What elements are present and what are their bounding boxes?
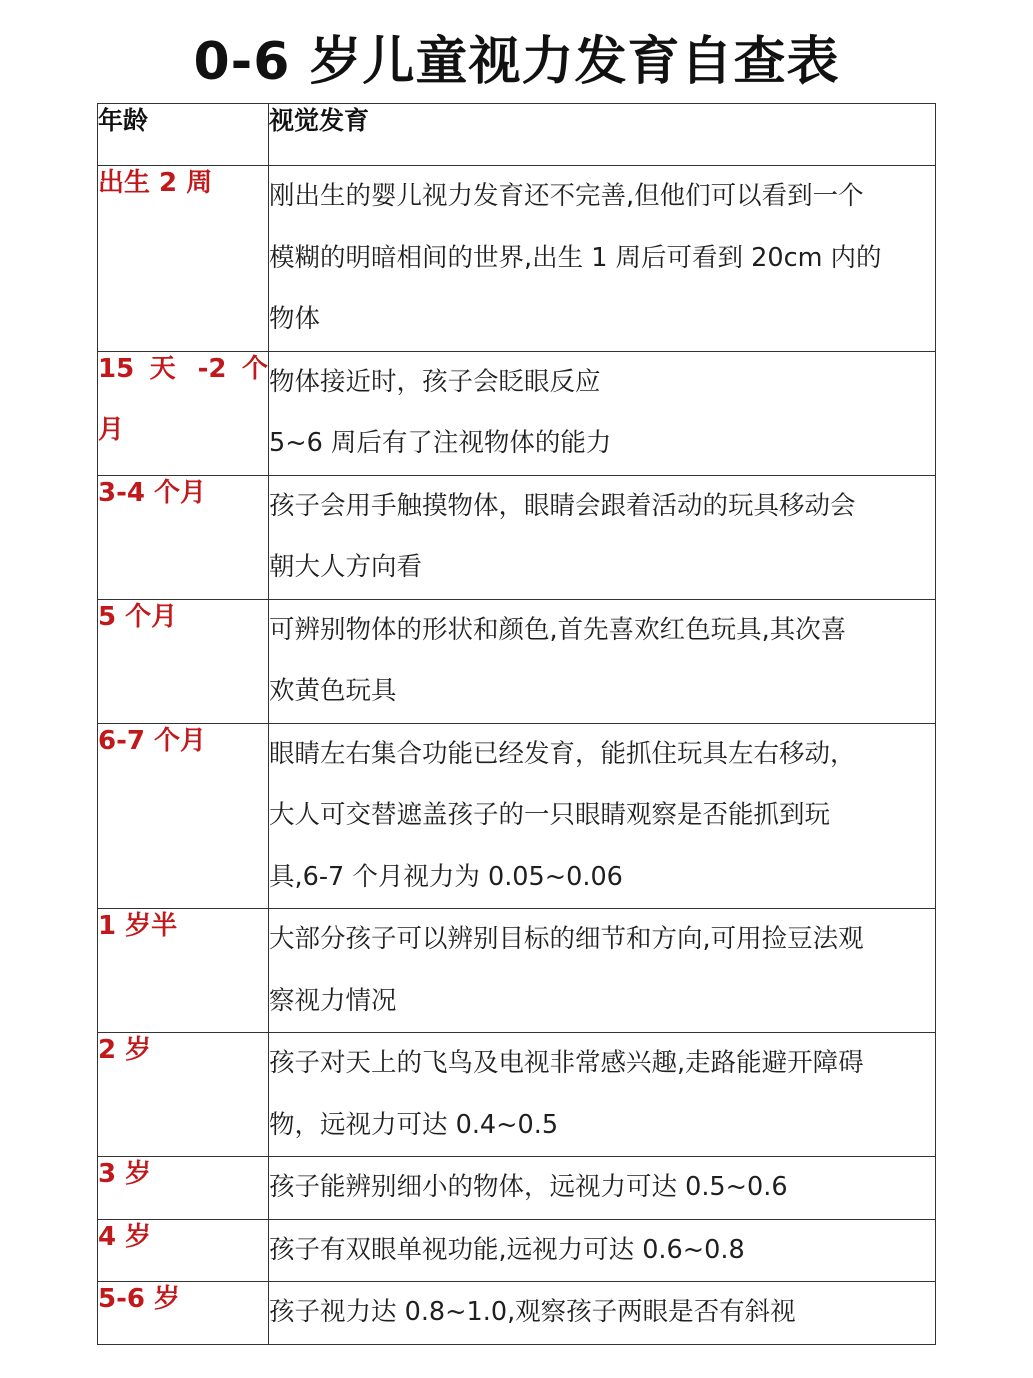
age-cell	[98, 1033, 269, 1157]
description-cell	[269, 1282, 936, 1345]
description-cell	[269, 166, 936, 352]
description-line: 孩子有双眼单视功能,远视力可达 0.6~0.8	[269, 1234, 745, 1265]
description-line: 大人可交替遮盖孩子的一只眼睛观察是否能抓到玩	[269, 800, 831, 830]
age-label: 1 岁半	[98, 911, 178, 941]
description-cell	[269, 909, 936, 1033]
description-cell	[269, 1157, 936, 1220]
age-cell	[98, 723, 269, 909]
description-line: 模糊的明暗相间的世界,出生 1 周后可看到 20cm 内的	[269, 242, 882, 273]
description-line: 刚出生的婴儿视力发育还不完善,但他们可以看到一个	[269, 181, 864, 211]
description-line: 眼睛左右集合功能已经发育，能抓住玩具左右移动，	[269, 738, 856, 769]
header-visual-development: 视觉发育	[269, 104, 936, 166]
age-label: 5-6 岁	[98, 1284, 181, 1314]
description-line: 孩子视力达 0.8~1.0,观察孩子两眼是否有斜视	[269, 1297, 796, 1327]
description-cell	[269, 599, 936, 723]
table-row	[98, 351, 936, 475]
age-label: 2 岁	[98, 1035, 152, 1065]
description-cell	[269, 1033, 936, 1157]
table-row	[98, 1033, 936, 1157]
age-cell	[98, 475, 269, 599]
age-label: 15 天 -2 个月	[98, 353, 268, 445]
description-cell	[269, 1219, 936, 1282]
table-row	[98, 723, 936, 909]
description-cell	[269, 475, 936, 599]
description-line: 具,6-7 个月视力为 0.05~0.06	[269, 861, 623, 892]
vision-development-table	[97, 103, 936, 1345]
age-cell	[98, 351, 269, 475]
age-cell	[98, 599, 269, 723]
table-row	[98, 909, 936, 1033]
age-label: 3 岁	[98, 1159, 152, 1189]
table-row	[98, 599, 936, 723]
description-cell	[269, 723, 936, 909]
description-line: 物体接近时，孩子会眨眼反应	[269, 366, 601, 397]
description-line: 孩子对天上的飞鸟及电视非常感兴趣,走路能避开障碍	[269, 1048, 864, 1078]
age-cell	[98, 909, 269, 1033]
age-label: 3-4 个月	[98, 477, 207, 508]
description-line: 孩子能辨别细小的物体，远视力可达 0.5~0.6	[269, 1172, 788, 1202]
description-line: 物体	[269, 304, 321, 334]
age-label: 出生 2 周	[98, 168, 213, 198]
description-line: 欢黄色玩具	[269, 676, 397, 706]
description-cell	[269, 351, 936, 475]
age-label: 5 个月	[98, 601, 178, 632]
description-line: 朝大人方向看	[269, 552, 423, 582]
age-label: 4 岁	[98, 1221, 152, 1252]
description-line: 孩子会用手触摸物体，眼睛会跟着活动的玩具移动会	[269, 490, 856, 521]
description-line: 察视力情况	[269, 985, 397, 1016]
table-row	[98, 1282, 936, 1345]
description-line: 5~6 周后有了注视物体的能力	[269, 428, 612, 458]
age-label: 6-7 个月	[98, 725, 207, 756]
age-cell	[98, 1282, 269, 1345]
description-line: 物，远视力可达 0.4~0.5	[269, 1109, 559, 1140]
description-line: 大部分孩子可以辨别目标的细节和方向,可用捡豆法观	[269, 924, 864, 954]
age-cell	[98, 166, 269, 352]
header-age: 年龄	[98, 104, 269, 166]
description-line: 可辨别物体的形状和颜色,首先喜欢红色玩具,其次喜	[269, 614, 847, 645]
table-row	[98, 166, 936, 352]
page-title: 0-6 岁儿童视力发育自查表	[193, 32, 840, 92]
table-row	[98, 475, 936, 599]
